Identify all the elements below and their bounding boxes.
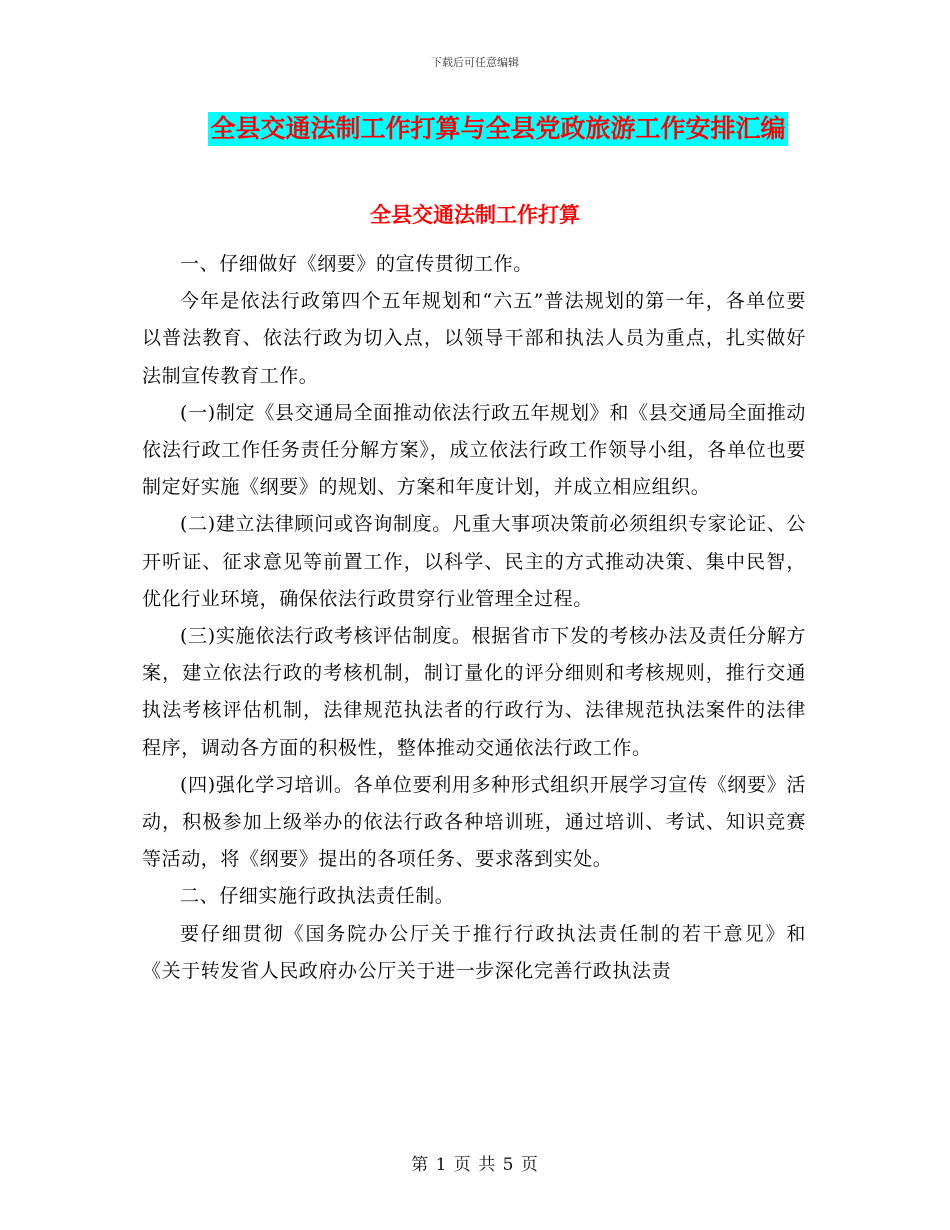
document-body (142, 246, 806, 990)
paragraph: 要仔细贯彻《国务院办公厅关于推行行政执法责任制的若干意见》和《关于转发省人民政府办公厅关于进一步深化完善行政执法责 (142, 922, 806, 982)
paragraph: 二、仔细实施行政执法责任制。 (180, 885, 455, 908)
paragraph: (四)强化学习培训。各单位要利用多种形式组织开展学习宣传《纲要》活动，积极参加上级举办的依法行政各种培训班，通过培训、考试、知识竞赛等活动，将《纲要》提出的各项任务、要求落到实处。 (142, 773, 806, 871)
paragraph: (三)实施依法行政考核评估制度。根据省市下发的考核办法及责任分解方案，建立依法行政的考核机制，制订量化的评分细则和考核规则，推行交通执法考核评估机制，法律规范执法者的行政行为、法律规范执法案件的法律程序，调动各方面的积极性，整体推动交通依法行政工作。 (142, 625, 806, 759)
paragraph: (二)建立法律顾问或咨询制度。凡重大事项决策前必须组织专家论证、公开听证、征求意见等前置工作，以科学、民主的方式推动决策、集中民智，优化行业环境，确保依法行政贯穿行业管理全过程。 (142, 513, 806, 610)
section-title: 全县交通法制工作打算 (370, 203, 580, 227)
paragraph: (一)制定《县交通局全面推动依法行政五年规划》和《县交通局全面推动依法行政工作任务责任分解方案》，成立依法行政工作领导小组，各单位也要制定好实施《纲要》的规划、方案和年度计划，并成立相应组织。 (142, 401, 806, 499)
page-number: 第 1 页 共 5 页 (411, 1155, 539, 1175)
document-title: 全县交通法制工作打算与全县党政旅游工作安排汇编 (208, 112, 787, 146)
paragraph: 今年是依法行政第四个五年规划和“六五”普法规划的第一年，各单位要以普法教育、依法行政为切入点，以领导干部和执法人员为重点，扎实做好法制宣传教育工作。 (142, 290, 806, 387)
document-title-container (0, 112, 950, 146)
paragraph: 一、仔细做好《纲要》的宣传贯彻工作。 (180, 253, 533, 275)
page-header-note: 下载后可任意编辑 (431, 56, 519, 69)
